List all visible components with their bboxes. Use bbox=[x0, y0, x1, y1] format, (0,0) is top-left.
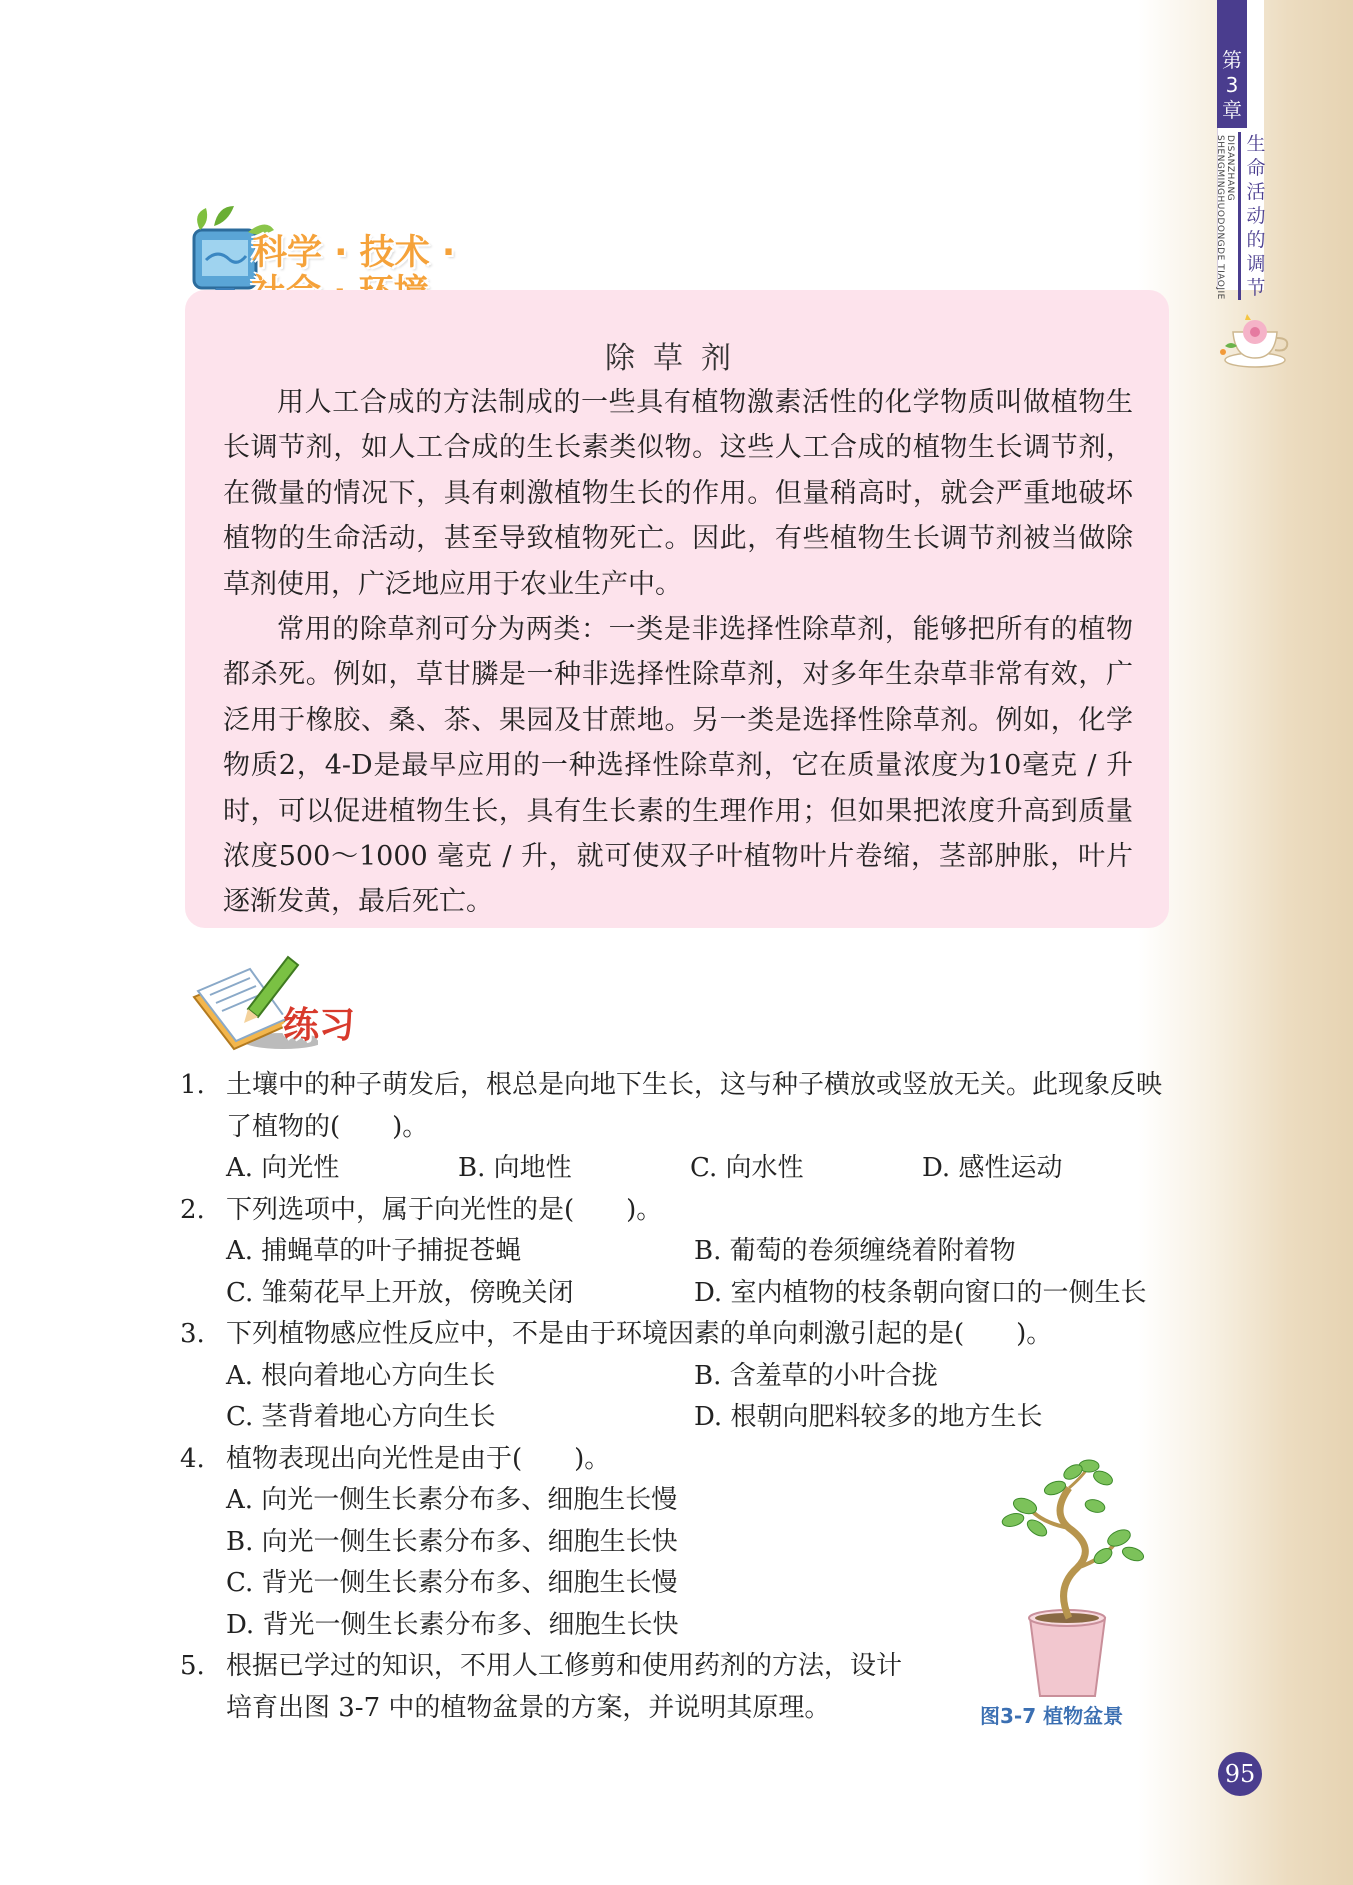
option-d: D. 背光一侧生长素分布多、细胞生长快 bbox=[226, 1609, 679, 1640]
chapter-title-char: 动 bbox=[1246, 205, 1266, 227]
option-b: B. 葡萄的卷须缠绕着附着物 bbox=[694, 1236, 1016, 1266]
question-3 bbox=[180, 1314, 1170, 1356]
question-2-options bbox=[180, 1231, 1170, 1273]
reading-paragraph: 常用的除草剂可分为两类：一类是非选择性除草剂，能够把所有的植物都杀死。例如，草甘膦是一种非选择性除草剂，对多年生杂草非常有效，广泛用于橡胶、桑、茶、果园及甘蔗地。另一类是选择性除草剂。例如，化学物质2，4-D是最早应用的一种选择性除草剂，它在质量浓度为10毫克 / 升时，可以促进植物生长，具有生长素的生理作用；但如果把浓度升高到质量浓度500～1000 毫克 / 升，就可使双子叶植物叶片卷缩，茎部肿胀，叶片逐渐发黄，最后死亡。 bbox=[223, 614, 1133, 918]
chapter-char: 3 bbox=[1225, 73, 1239, 97]
question-1 bbox=[180, 1065, 1170, 1148]
chapter-title bbox=[1238, 132, 1269, 300]
option-b: B. 向光一侧生长素分布多、细胞生长快 bbox=[226, 1526, 678, 1557]
option-a: A. 捕蝇草的叶子捕捉苍蝇 bbox=[226, 1236, 522, 1266]
chapter-title-char: 活 bbox=[1246, 181, 1266, 203]
figure-caption: 图3-7 植物盆景 bbox=[980, 1704, 1124, 1728]
option-c: C. 向水性 bbox=[690, 1153, 804, 1183]
question-2 bbox=[180, 1190, 1170, 1232]
section-header-line1: 科学 · 技术 · bbox=[252, 233, 456, 273]
chapter-number-tab bbox=[1217, 0, 1247, 128]
reading-paragraph: 用人工合成的方法制成的一些具有植物激素活性的化学物质叫做植物生长调节剂，如人工合成的生长素类似物。这些人工合成的植物生长调节剂，在微量的情况下，具有刺激植物生长的作用。但量稍高时，就会严重地破坏植物的生命活动，甚至导致植物死亡。因此，有些植物生长调节剂被当做除草剂使用，广泛地应用于农业生产中。 bbox=[223, 387, 1133, 600]
question-number: 1. bbox=[180, 1070, 205, 1100]
page-number: 95 bbox=[1218, 1752, 1262, 1796]
option-c: C. 雏菊花早上开放，傍晚关闭 bbox=[226, 1277, 574, 1308]
option-a: A. 向光一侧生长素分布多、细胞生长慢 bbox=[226, 1485, 678, 1515]
chapter-title-char: 的 bbox=[1246, 229, 1266, 251]
option-b: B. 向地性 bbox=[458, 1153, 572, 1183]
chapter-char: 章 bbox=[1222, 98, 1242, 122]
chapter-title-char: 节 bbox=[1246, 277, 1266, 299]
option-c: C. 茎背着地心方向生长 bbox=[226, 1402, 496, 1432]
potted-plant-illustration bbox=[985, 1458, 1150, 1703]
option-a: A. 根向着地心方向生长 bbox=[226, 1360, 496, 1391]
reading-text bbox=[223, 380, 1133, 925]
question-text: 下列选项中，属于向光性的是( )。 bbox=[226, 1194, 663, 1225]
chapter-char: 第 bbox=[1222, 48, 1242, 72]
question-3-options bbox=[180, 1397, 1170, 1439]
reading-title: 除草剂 bbox=[605, 341, 749, 376]
question-text: 下列植物感应性反应中，不是由于环境因素的单向刺激引起的是( )。 bbox=[226, 1319, 1053, 1349]
option-d: D. 室内植物的枝条朝向窗口的一侧生长 bbox=[694, 1277, 1147, 1308]
exercise-label: 练习 bbox=[283, 1005, 356, 1046]
question-1-options bbox=[180, 1148, 1170, 1190]
option-a: A. 向光性 bbox=[226, 1153, 340, 1183]
question-number: 4. bbox=[180, 1443, 205, 1474]
chapter-title-char: 调 bbox=[1246, 253, 1266, 275]
chapter-title-char: 生 bbox=[1246, 133, 1266, 155]
teacup-flower-icon bbox=[1217, 310, 1295, 372]
option-d: D. 根朝向肥料较多的地方生长 bbox=[694, 1402, 1043, 1432]
chapter-pinyin: DISANZHANG SHENGMINGHUODONGDE TIAOJIE bbox=[1215, 135, 1235, 300]
question-3-options bbox=[180, 1356, 1170, 1398]
question-text-line: 培育出图 3-7 中的植物盆景的方案，并说明其原理。 bbox=[226, 1692, 831, 1723]
question-2-options bbox=[180, 1273, 1170, 1315]
question-number: 2. bbox=[180, 1194, 205, 1225]
question-number: 3. bbox=[180, 1319, 205, 1349]
question-text-line: 根据已学过的知识，不用人工修剪和使用药剂的方法，设计 bbox=[226, 1651, 903, 1681]
question-text: 植物表现出向光性是由于( )。 bbox=[226, 1443, 611, 1474]
option-b: B. 含羞草的小叶合拢 bbox=[694, 1360, 938, 1391]
chapter-title-char: 命 bbox=[1246, 157, 1266, 179]
question-text: 土壤中的种子萌发后，根总是向地下生长，这与种子横放或竖放无关。此现象反映了植物的( )。 bbox=[226, 1070, 1163, 1142]
option-d: D. 感性运动 bbox=[922, 1153, 1063, 1183]
option-c: C. 背光一侧生长素分布多、细胞生长慢 bbox=[226, 1568, 678, 1598]
question-number: 5. bbox=[180, 1651, 205, 1681]
